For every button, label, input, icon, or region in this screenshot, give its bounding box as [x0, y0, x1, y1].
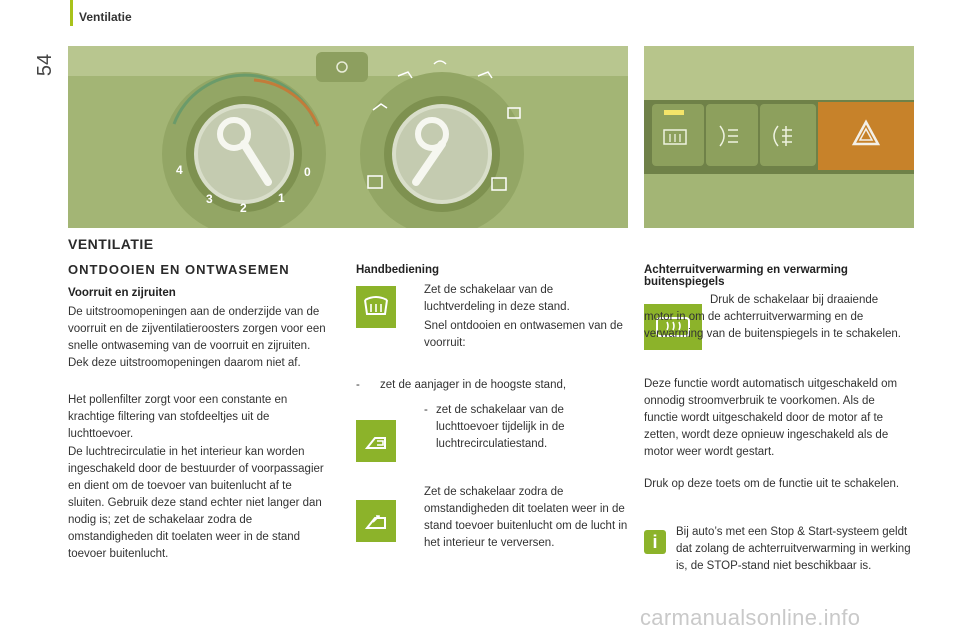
col2-item-1-dash: -: [356, 379, 360, 391]
section-heading: VENTILATIE: [68, 236, 154, 252]
info-note: Bij auto’s met een Stop & Start-systeem geldt dat zolang de achterruitverwarming in werking is, de STOP-stand niet beschikbaar is.: [676, 526, 911, 572]
col2-item-2-dash: -: [424, 404, 428, 416]
col2-item-1: zet de aanjager in de hoogste stand,: [380, 379, 567, 391]
col2-item-2: zet de schakelaar van de luchttoevoer tijdelijk in de luchtrecirculatiestand.: [436, 404, 565, 450]
col2-paragraph-1: Zet de schakelaar van de luchtverdeling in deze stand.: [424, 284, 570, 313]
col2-paragraph-3: Zet de schakelaar zodra de omstandigheden dit toelaten weer in de stand toevoer buitenlucht om de lucht in het interieur te verversen.: [424, 486, 628, 549]
dashboard-knobs-photo: [68, 46, 628, 228]
col3-subheading: Achterruitverwarming en verwarming buitenspiegels: [644, 264, 848, 288]
col3-paragraph-1: Druk de schakelaar bij draaiende motor in om de achterruitverwarming en de verwarming van de buitenspiegels in te schakelen.: [644, 294, 901, 340]
watermark: carmanualsonline.info: [640, 605, 861, 630]
col3-paragraph-3: Druk op deze toets om de functie uit te schakelen.: [644, 478, 900, 490]
col1-paragraph-3: De luchtrecirculatie in het interieur kan worden ingeschakeld door de bestuurder of voorpassagier en dient om de toevoer van buitenlucht af te sluiten. Gebruik deze stand echter niet langer dan nodig is; zet de schakelaar zodra de omstandigheden dit toelaten weer in de stand toevoer buitenlucht.: [68, 446, 324, 560]
col1-paragraph-1: De uitstroomopeningen aan de onderzijde van de voorruit en de zijventilatieroosters zorgen voor een snelle ontwaseming van de voorruit en zijruiten. Dek deze uitstroomopeningen daarom niet af.: [68, 306, 326, 369]
dashboard-buttons-photo: [644, 46, 914, 228]
col1-paragraph-2: Het pollenfilter zorgt voor een constante en krachtige filtering van stofdeeltjes uit de luchttoevoer.: [68, 394, 288, 440]
knob-label-1: 1: [278, 191, 285, 205]
knob-label-2: 2: [240, 201, 247, 215]
col2-paragraph-2: Snel ontdooien en ontwasemen van de voorruit:: [424, 320, 623, 349]
info-icon: i: [644, 530, 666, 554]
air-recirculation-icon: [356, 420, 396, 462]
col2-subheading: Handbediening: [356, 264, 440, 276]
knob-label-4: 4: [176, 163, 183, 177]
subsection-heading: ONTDOOIEN EN ONTWASEMEN: [68, 262, 290, 277]
col3-paragraph-2: Deze functie wordt automatisch uitgeschakeld om onnodig stroomverbruik te voorkomen. Als de functie wordt uitgeschakeld door de motor af te zetten, wordt deze opnieuw ingeschakeld als de motor weer wordt gestart.: [644, 378, 898, 458]
page-header-title: Ventilatie: [79, 10, 132, 24]
header-accent-bar: [70, 0, 73, 26]
knob-label-3: 3: [206, 192, 213, 206]
knob-label-0: 0: [304, 165, 311, 179]
outside-air-intake-icon: [356, 500, 396, 542]
windscreen-defrost-icon: [356, 286, 396, 328]
page-number: 54: [34, 53, 56, 77]
col1-subheading: Voorruit en zijruiten: [68, 287, 176, 299]
